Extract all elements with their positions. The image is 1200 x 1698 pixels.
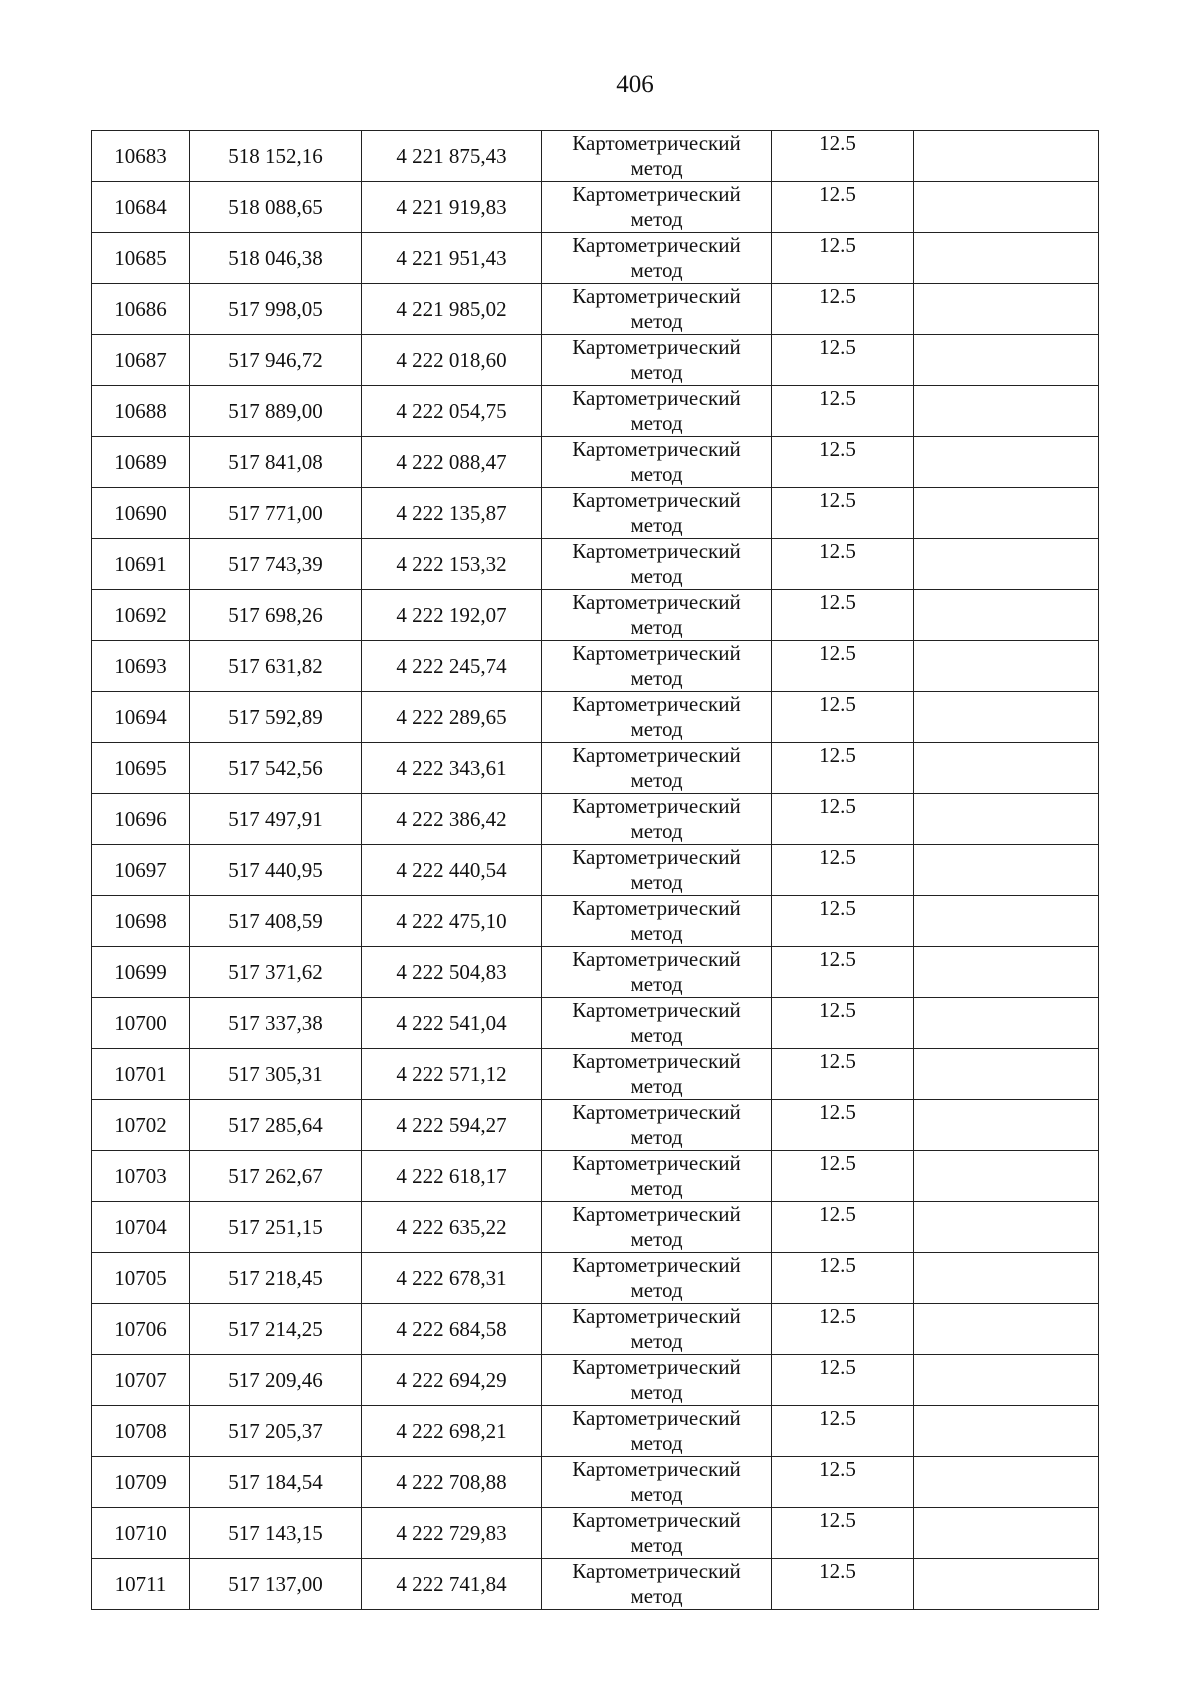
method-cell xyxy=(542,233,772,284)
accuracy-cell: 12.5 xyxy=(772,1406,914,1457)
coordinates-table xyxy=(91,130,1099,1610)
x-coordinate-cell: 518 088,65 xyxy=(190,182,362,233)
method-line2: метод xyxy=(630,1227,683,1251)
x-coordinate-cell: 517 998,05 xyxy=(190,284,362,335)
table-row xyxy=(92,386,1099,437)
method-line2: метод xyxy=(630,819,683,843)
table-row xyxy=(92,794,1099,845)
page-number: 406 xyxy=(616,71,654,98)
note-cell xyxy=(914,131,1099,182)
point-number-cell: 10684 xyxy=(92,182,190,233)
point-number-cell: 10683 xyxy=(92,131,190,182)
method-line2: метод xyxy=(630,1023,683,1047)
point-number-cell: 10710 xyxy=(92,1508,190,1559)
method-line1: Картометрический xyxy=(572,590,741,614)
method-cell xyxy=(542,794,772,845)
y-coordinate-cell: 4 222 135,87 xyxy=(362,488,542,539)
accuracy-cell: 12.5 xyxy=(772,1100,914,1151)
point-number-cell: 10691 xyxy=(92,539,190,590)
accuracy-cell: 12.5 xyxy=(772,1304,914,1355)
x-coordinate-cell: 517 137,00 xyxy=(190,1559,362,1610)
x-coordinate-cell: 517 214,25 xyxy=(190,1304,362,1355)
x-coordinate-cell: 517 218,45 xyxy=(190,1253,362,1304)
method-cell xyxy=(542,1202,772,1253)
table-row xyxy=(92,488,1099,539)
y-coordinate-cell: 4 222 618,17 xyxy=(362,1151,542,1202)
method-line1: Картометрический xyxy=(572,539,741,563)
point-number-cell: 10703 xyxy=(92,1151,190,1202)
method-line2: метод xyxy=(630,666,683,690)
method-cell xyxy=(542,1406,772,1457)
y-coordinate-cell: 4 222 684,58 xyxy=(362,1304,542,1355)
accuracy-cell: 12.5 xyxy=(772,896,914,947)
y-coordinate-cell: 4 222 088,47 xyxy=(362,437,542,488)
table-row xyxy=(92,998,1099,1049)
y-coordinate-cell: 4 221 951,43 xyxy=(362,233,542,284)
accuracy-cell: 12.5 xyxy=(772,1559,914,1610)
method-line1: Картометрический xyxy=(572,998,741,1022)
point-number-cell: 10708 xyxy=(92,1406,190,1457)
table-row xyxy=(92,590,1099,641)
method-line2: метод xyxy=(630,921,683,945)
method-cell xyxy=(542,437,772,488)
x-coordinate-cell: 518 046,38 xyxy=(190,233,362,284)
table-row xyxy=(92,1457,1099,1508)
method-line2: метод xyxy=(630,1380,683,1404)
table-row xyxy=(92,1049,1099,1100)
note-cell xyxy=(914,998,1099,1049)
method-cell xyxy=(542,845,772,896)
method-line1: Картометрический xyxy=(572,437,741,461)
note-cell xyxy=(914,539,1099,590)
x-coordinate-cell: 517 251,15 xyxy=(190,1202,362,1253)
method-cell xyxy=(542,947,772,998)
accuracy-cell: 12.5 xyxy=(772,335,914,386)
method-line2: метод xyxy=(630,1584,683,1608)
table-row xyxy=(92,1304,1099,1355)
table-row xyxy=(92,335,1099,386)
y-coordinate-cell: 4 221 985,02 xyxy=(362,284,542,335)
note-cell xyxy=(914,386,1099,437)
method-line2: метод xyxy=(630,258,683,282)
note-cell xyxy=(914,947,1099,998)
method-line1: Картометрический xyxy=(572,947,741,971)
y-coordinate-cell: 4 221 875,43 xyxy=(362,131,542,182)
note-cell xyxy=(914,794,1099,845)
method-line1: Картометрический xyxy=(572,1253,741,1277)
method-cell xyxy=(542,1457,772,1508)
method-cell xyxy=(542,743,772,794)
x-coordinate-cell: 517 771,00 xyxy=(190,488,362,539)
y-coordinate-cell: 4 222 018,60 xyxy=(362,335,542,386)
x-coordinate-cell: 517 889,00 xyxy=(190,386,362,437)
accuracy-cell: 12.5 xyxy=(772,1457,914,1508)
point-number-cell: 10696 xyxy=(92,794,190,845)
accuracy-cell: 12.5 xyxy=(772,1253,914,1304)
y-coordinate-cell: 4 222 475,10 xyxy=(362,896,542,947)
method-cell xyxy=(542,1355,772,1406)
method-line1: Картометрический xyxy=(572,1457,741,1481)
method-line2: метод xyxy=(630,1074,683,1098)
accuracy-cell: 12.5 xyxy=(772,182,914,233)
note-cell xyxy=(914,1508,1099,1559)
accuracy-cell: 12.5 xyxy=(772,743,914,794)
method-line2: метод xyxy=(630,513,683,537)
method-cell xyxy=(542,284,772,335)
point-number-cell: 10685 xyxy=(92,233,190,284)
y-coordinate-cell: 4 222 192,07 xyxy=(362,590,542,641)
accuracy-cell: 12.5 xyxy=(772,794,914,845)
point-number-cell: 10693 xyxy=(92,641,190,692)
y-coordinate-cell: 4 222 594,27 xyxy=(362,1100,542,1151)
method-line1: Картометрический xyxy=(572,233,741,257)
accuracy-cell: 12.5 xyxy=(772,998,914,1049)
method-line2: метод xyxy=(630,1431,683,1455)
accuracy-cell: 12.5 xyxy=(772,488,914,539)
point-number-cell: 10697 xyxy=(92,845,190,896)
note-cell xyxy=(914,1151,1099,1202)
x-coordinate-cell: 517 631,82 xyxy=(190,641,362,692)
method-line2: метод xyxy=(630,360,683,384)
y-coordinate-cell: 4 222 153,32 xyxy=(362,539,542,590)
table-row xyxy=(92,233,1099,284)
x-coordinate-cell: 517 371,62 xyxy=(190,947,362,998)
x-coordinate-cell: 517 262,67 xyxy=(190,1151,362,1202)
table-row xyxy=(92,284,1099,335)
note-cell xyxy=(914,182,1099,233)
accuracy-cell: 12.5 xyxy=(772,284,914,335)
method-line1: Картометрический xyxy=(572,335,741,359)
point-number-cell: 10711 xyxy=(92,1559,190,1610)
note-cell xyxy=(914,590,1099,641)
method-line1: Картометрический xyxy=(572,743,741,767)
table-row xyxy=(92,1202,1099,1253)
point-number-cell: 10692 xyxy=(92,590,190,641)
method-line1: Картометрический xyxy=(572,1304,741,1328)
table-row xyxy=(92,692,1099,743)
note-cell xyxy=(914,1304,1099,1355)
note-cell xyxy=(914,692,1099,743)
x-coordinate-cell: 517 698,26 xyxy=(190,590,362,641)
method-line2: метод xyxy=(630,411,683,435)
y-coordinate-cell: 4 222 504,83 xyxy=(362,947,542,998)
y-coordinate-cell: 4 222 698,21 xyxy=(362,1406,542,1457)
table-row xyxy=(92,1508,1099,1559)
accuracy-cell: 12.5 xyxy=(772,692,914,743)
method-line2: метод xyxy=(630,156,683,180)
y-coordinate-cell: 4 222 571,12 xyxy=(362,1049,542,1100)
method-line1: Картометрический xyxy=(572,692,741,716)
method-line2: метод xyxy=(630,870,683,894)
method-cell xyxy=(542,1049,772,1100)
y-coordinate-cell: 4 222 729,83 xyxy=(362,1508,542,1559)
y-coordinate-cell: 4 222 245,74 xyxy=(362,641,542,692)
table-row xyxy=(92,437,1099,488)
accuracy-cell: 12.5 xyxy=(772,386,914,437)
x-coordinate-cell: 517 205,37 xyxy=(190,1406,362,1457)
method-line1: Картометрический xyxy=(572,1049,741,1073)
table-row xyxy=(92,1100,1099,1151)
point-number-cell: 10704 xyxy=(92,1202,190,1253)
point-number-cell: 10709 xyxy=(92,1457,190,1508)
note-cell xyxy=(914,743,1099,794)
method-line1: Картометрический xyxy=(572,794,741,818)
method-cell xyxy=(542,590,772,641)
note-cell xyxy=(914,896,1099,947)
x-coordinate-cell: 517 209,46 xyxy=(190,1355,362,1406)
method-line1: Картометрический xyxy=(572,641,741,665)
point-number-cell: 10702 xyxy=(92,1100,190,1151)
y-coordinate-cell: 4 222 741,84 xyxy=(362,1559,542,1610)
method-line2: метод xyxy=(630,564,683,588)
note-cell xyxy=(914,335,1099,386)
table-row xyxy=(92,1559,1099,1610)
method-cell xyxy=(542,998,772,1049)
y-coordinate-cell: 4 222 386,42 xyxy=(362,794,542,845)
accuracy-cell: 12.5 xyxy=(772,590,914,641)
point-number-cell: 10706 xyxy=(92,1304,190,1355)
method-cell xyxy=(542,641,772,692)
accuracy-cell: 12.5 xyxy=(772,1508,914,1559)
y-coordinate-cell: 4 222 635,22 xyxy=(362,1202,542,1253)
method-cell xyxy=(542,131,772,182)
accuracy-cell: 12.5 xyxy=(772,233,914,284)
method-cell xyxy=(542,182,772,233)
table-row xyxy=(92,1151,1099,1202)
table-row xyxy=(92,947,1099,998)
x-coordinate-cell: 517 285,64 xyxy=(190,1100,362,1151)
y-coordinate-cell: 4 222 343,61 xyxy=(362,743,542,794)
x-coordinate-cell: 517 592,89 xyxy=(190,692,362,743)
y-coordinate-cell: 4 222 678,31 xyxy=(362,1253,542,1304)
method-cell xyxy=(542,488,772,539)
x-coordinate-cell: 517 542,56 xyxy=(190,743,362,794)
y-coordinate-cell: 4 222 289,65 xyxy=(362,692,542,743)
method-cell xyxy=(542,539,772,590)
note-cell xyxy=(914,1202,1099,1253)
method-line2: метод xyxy=(630,309,683,333)
y-coordinate-cell: 4 222 541,04 xyxy=(362,998,542,1049)
method-line2: метод xyxy=(630,768,683,792)
point-number-cell: 10687 xyxy=(92,335,190,386)
accuracy-cell: 12.5 xyxy=(772,1355,914,1406)
accuracy-cell: 12.5 xyxy=(772,947,914,998)
table-row xyxy=(92,743,1099,794)
table-row xyxy=(92,896,1099,947)
point-number-cell: 10707 xyxy=(92,1355,190,1406)
method-line1: Картометрический xyxy=(572,284,741,308)
note-cell xyxy=(914,488,1099,539)
accuracy-cell: 12.5 xyxy=(772,1151,914,1202)
note-cell xyxy=(914,1100,1099,1151)
accuracy-cell: 12.5 xyxy=(772,1049,914,1100)
note-cell xyxy=(914,641,1099,692)
method-line1: Картометрический xyxy=(572,1100,741,1124)
table-row xyxy=(92,182,1099,233)
method-line2: метод xyxy=(630,1482,683,1506)
note-cell xyxy=(914,1049,1099,1100)
method-cell xyxy=(542,896,772,947)
method-cell xyxy=(542,1559,772,1610)
table-row xyxy=(92,641,1099,692)
method-cell xyxy=(542,335,772,386)
x-coordinate-cell: 517 184,54 xyxy=(190,1457,362,1508)
method-line2: метод xyxy=(630,1176,683,1200)
point-number-cell: 10694 xyxy=(92,692,190,743)
x-coordinate-cell: 517 337,38 xyxy=(190,998,362,1049)
method-line2: метод xyxy=(630,1125,683,1149)
y-coordinate-cell: 4 221 919,83 xyxy=(362,182,542,233)
point-number-cell: 10700 xyxy=(92,998,190,1049)
table-row xyxy=(92,1355,1099,1406)
point-number-cell: 10689 xyxy=(92,437,190,488)
y-coordinate-cell: 4 222 694,29 xyxy=(362,1355,542,1406)
note-cell xyxy=(914,1355,1099,1406)
x-coordinate-cell: 517 743,39 xyxy=(190,539,362,590)
method-line1: Картометрический xyxy=(572,488,741,512)
note-cell xyxy=(914,284,1099,335)
method-line2: метод xyxy=(630,1329,683,1353)
method-line1: Картометрический xyxy=(572,1151,741,1175)
method-cell xyxy=(542,1508,772,1559)
point-number-cell: 10698 xyxy=(92,896,190,947)
note-cell xyxy=(914,1253,1099,1304)
method-line1: Картометрический xyxy=(572,1355,741,1379)
point-number-cell: 10688 xyxy=(92,386,190,437)
table-body xyxy=(92,131,1099,1610)
x-coordinate-cell: 517 946,72 xyxy=(190,335,362,386)
y-coordinate-cell: 4 222 440,54 xyxy=(362,845,542,896)
point-number-cell: 10686 xyxy=(92,284,190,335)
note-cell xyxy=(914,1406,1099,1457)
accuracy-cell: 12.5 xyxy=(772,131,914,182)
method-cell xyxy=(542,1253,772,1304)
method-cell xyxy=(542,1304,772,1355)
note-cell xyxy=(914,845,1099,896)
point-number-cell: 10701 xyxy=(92,1049,190,1100)
accuracy-cell: 12.5 xyxy=(772,845,914,896)
point-number-cell: 10699 xyxy=(92,947,190,998)
method-line2: метод xyxy=(630,1278,683,1302)
accuracy-cell: 12.5 xyxy=(772,539,914,590)
method-line1: Картометрический xyxy=(572,1559,741,1583)
method-line1: Картометрический xyxy=(572,1202,741,1226)
point-number-cell: 10690 xyxy=(92,488,190,539)
x-coordinate-cell: 518 152,16 xyxy=(190,131,362,182)
x-coordinate-cell: 517 143,15 xyxy=(190,1508,362,1559)
method-line1: Картометрический xyxy=(572,131,741,155)
x-coordinate-cell: 517 440,95 xyxy=(190,845,362,896)
x-coordinate-cell: 517 408,59 xyxy=(190,896,362,947)
method-line1: Картометрический xyxy=(572,182,741,206)
table-row xyxy=(92,1406,1099,1457)
method-line2: метод xyxy=(630,1533,683,1557)
method-cell xyxy=(542,1100,772,1151)
method-line2: метод xyxy=(630,207,683,231)
y-coordinate-cell: 4 222 708,88 xyxy=(362,1457,542,1508)
method-cell xyxy=(542,692,772,743)
method-line1: Картометрический xyxy=(572,845,741,869)
table-row xyxy=(92,539,1099,590)
point-number-cell: 10705 xyxy=(92,1253,190,1304)
method-cell xyxy=(542,386,772,437)
table-row xyxy=(92,845,1099,896)
method-cell xyxy=(542,1151,772,1202)
accuracy-cell: 12.5 xyxy=(772,1202,914,1253)
note-cell xyxy=(914,1559,1099,1610)
method-line1: Картометрический xyxy=(572,1508,741,1532)
method-line1: Картометрический xyxy=(572,896,741,920)
accuracy-cell: 12.5 xyxy=(772,437,914,488)
note-cell xyxy=(914,1457,1099,1508)
method-line2: метод xyxy=(630,972,683,996)
note-cell xyxy=(914,233,1099,284)
table-row xyxy=(92,1253,1099,1304)
y-coordinate-cell: 4 222 054,75 xyxy=(362,386,542,437)
method-line2: метод xyxy=(630,717,683,741)
x-coordinate-cell: 517 305,31 xyxy=(190,1049,362,1100)
method-line1: Картометрический xyxy=(572,1406,741,1430)
method-line1: Картометрический xyxy=(572,386,741,410)
method-line2: метод xyxy=(630,462,683,486)
note-cell xyxy=(914,437,1099,488)
table-row xyxy=(92,131,1099,182)
accuracy-cell: 12.5 xyxy=(772,641,914,692)
method-line2: метод xyxy=(630,615,683,639)
x-coordinate-cell: 517 841,08 xyxy=(190,437,362,488)
x-coordinate-cell: 517 497,91 xyxy=(190,794,362,845)
point-number-cell: 10695 xyxy=(92,743,190,794)
